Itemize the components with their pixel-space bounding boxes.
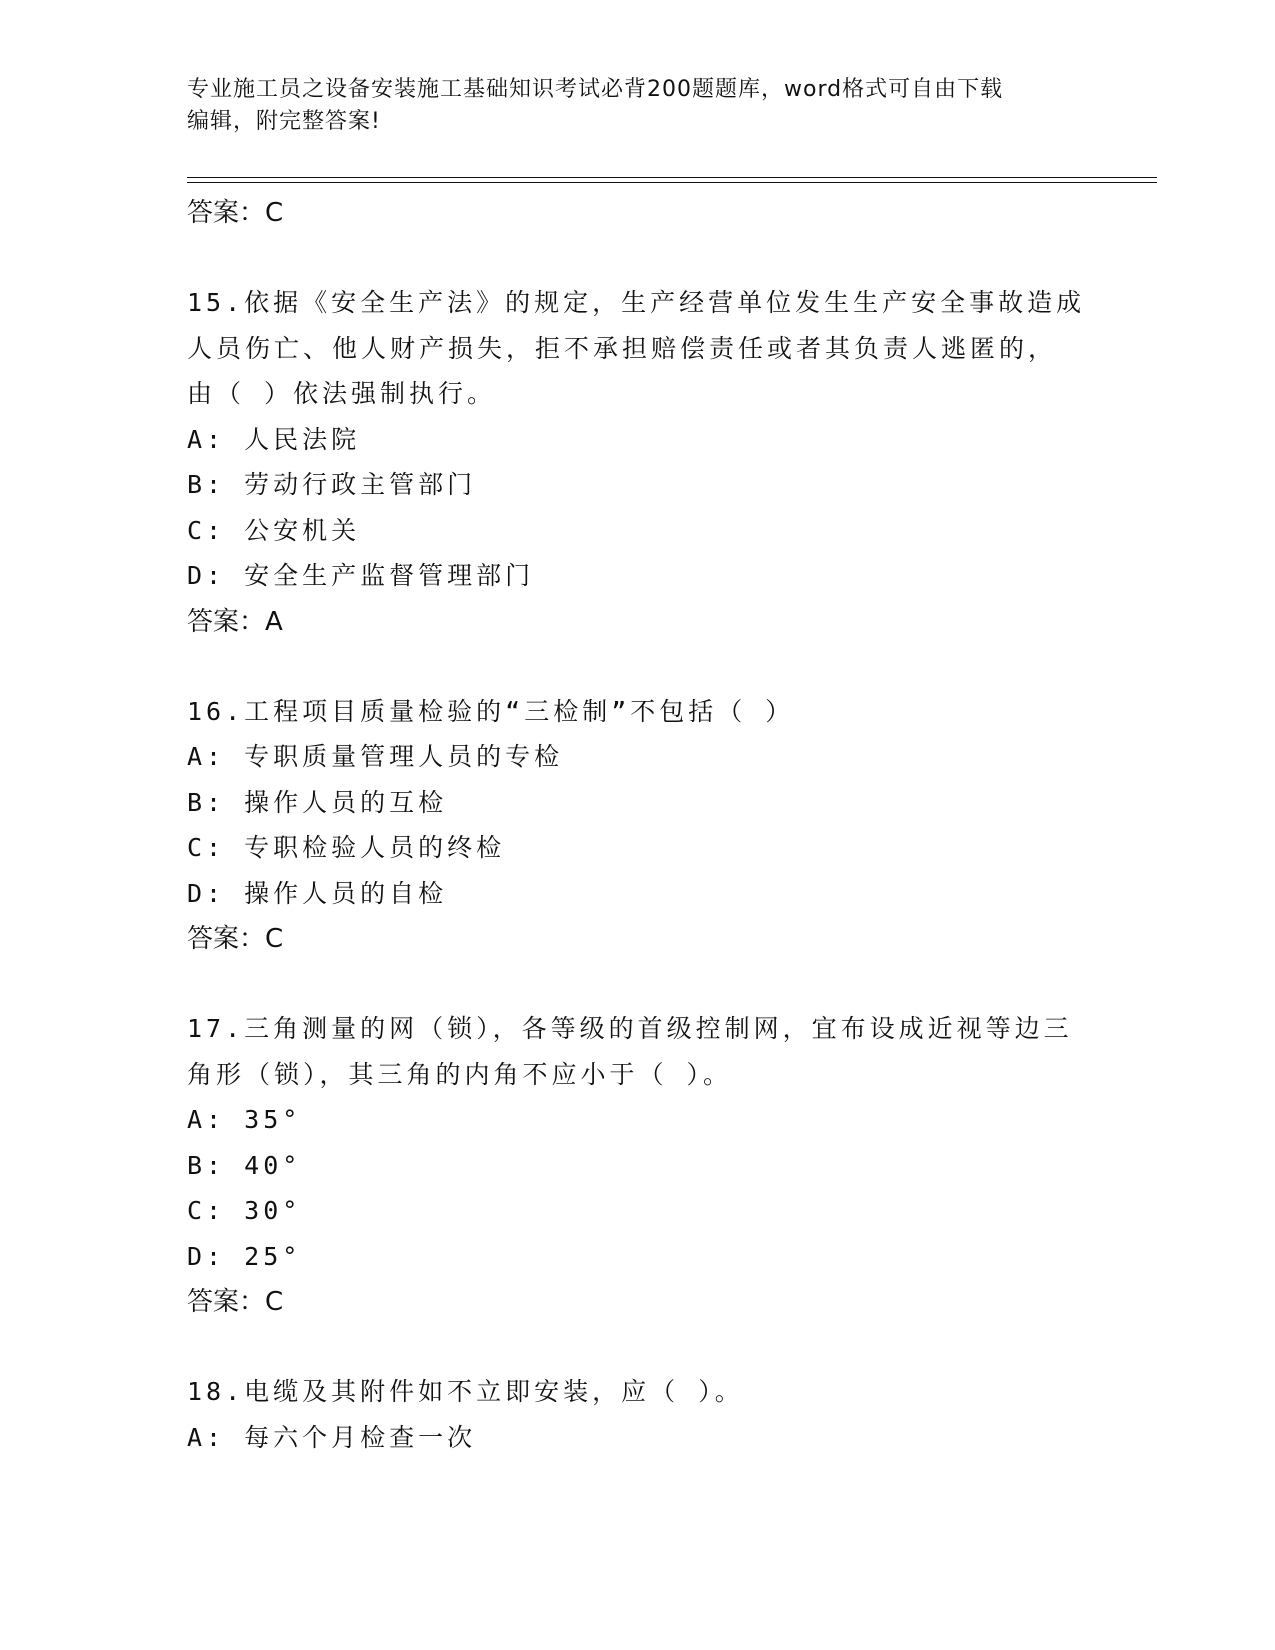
header-divider-top xyxy=(187,177,1157,178)
question-stem-line: 15.依据《安全生产法》的规定，生产经营单位发生生产安全事故造成 xyxy=(187,288,1086,317)
question-16 xyxy=(187,689,1107,963)
option-d: D: 25° xyxy=(187,1241,302,1271)
header-divider-bottom xyxy=(187,182,1157,183)
option-d: D: 操作人员的自检 xyxy=(187,878,448,908)
question-17 xyxy=(187,1006,1107,1325)
answer-line: 答案：C xyxy=(187,198,284,228)
option-d: D: 安全生产监督管理部门 xyxy=(187,561,535,590)
question-stem-line: 16.工程项目质量检验的“三检制”不包括（ ） xyxy=(187,696,795,726)
option-a: A: 人民法院 xyxy=(187,424,361,454)
header-title-line-2: 编辑，附完整答案! xyxy=(187,109,381,134)
answer-line: 答案：C xyxy=(187,1287,284,1317)
question-stem-line: 18.电缆及其附件如不立即安装，应（ ）。 xyxy=(187,1377,744,1406)
option-c: C: 公安机关 xyxy=(187,515,361,545)
page-header xyxy=(187,74,1087,138)
question-list xyxy=(187,190,1107,1460)
option-c: C: 30° xyxy=(187,1196,302,1225)
answer-line: 答案：A xyxy=(187,606,283,637)
answer-line: 答案：C xyxy=(187,924,284,954)
question-stem-line: 17.三角测量的网（锁），各等级的首级控制网，宜布设成近视等边三 xyxy=(187,1014,1073,1043)
option-a: A: 专职质量管理人员的专检 xyxy=(187,742,564,771)
option-b: B: 操作人员的互检 xyxy=(187,787,448,817)
option-a: A: 35° xyxy=(187,1105,302,1134)
option-c: C: 专职检验人员的终检 xyxy=(187,833,506,862)
option-a: A: 每六个月检查一次 xyxy=(187,1422,477,1452)
header-title-line-1: 专业施工员之设备安装施工基础知识考试必背200题题库，word格式可自由下载 xyxy=(187,77,1004,102)
question-15 xyxy=(187,280,1107,645)
question-18 xyxy=(187,1369,1107,1460)
option-b: B: 40° xyxy=(187,1150,302,1180)
question-stem-line: 由（ ）依法强制执行。 xyxy=(187,379,497,408)
question-stem-line: 人员伤亡、他人财产损失，拒不承担赔偿责任或者其负责人逃匿的， xyxy=(187,333,1058,363)
option-b: B: 劳动行政主管部门 xyxy=(187,470,477,499)
question-stem-line: 角形（锁），其三角的内角不应小于（ ）。 xyxy=(187,1059,733,1089)
